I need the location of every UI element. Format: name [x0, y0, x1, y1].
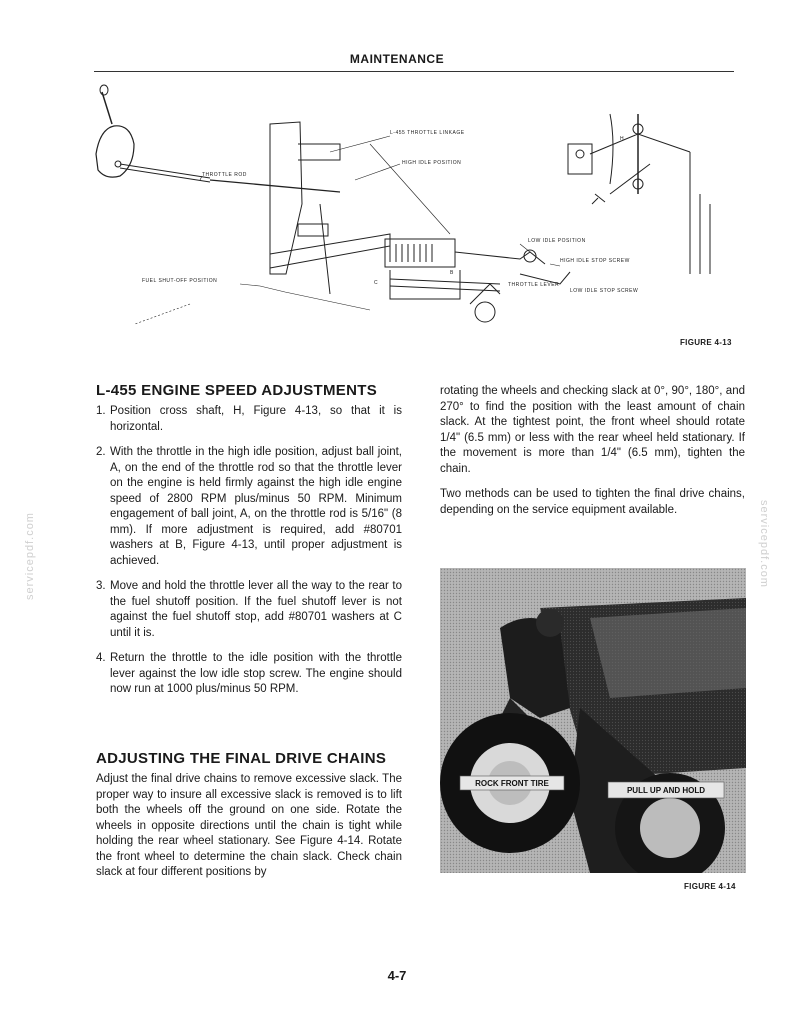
- step-item: [96, 579, 402, 641]
- callout-h: H: [620, 136, 625, 142]
- label-high-idle-stop-screw: HIGH IDLE STOP SCREW: [560, 258, 630, 264]
- step-text: With the throttle in the high idle position, adjust ball joint, A, on the end of the throttle rod so that the throttle lever on the engine is held firmly against the high idle engine speed of 2800 RPM plus/minus 50 RPM. Minimum engagement of ball joint, A, on the throttle rod is 5/16" (8 mm). If more adjustment is required, add #80701 washers at B, Figure 4-13, until proper adjustment is achieved.: [110, 446, 402, 567]
- label-fuel-shutoff-position: FUEL SHUT-OFF POSITION: [142, 278, 218, 284]
- callout-c: C: [374, 280, 379, 286]
- step-number: 2.: [96, 446, 106, 458]
- right-paragraph-1: rotating the wheels and checking slack at 0°, 90°, 180°, and 270° to find the position with the least amount of chain slack. At the tightest point, the front wheel should rotate 1/4" (6.5 mm) or less with the rear wheel held stationary. If the movement is more than 1/4" (6.5 mm), tighten the chain.: [440, 385, 745, 475]
- callout-b: B: [450, 270, 454, 276]
- final-drive-column: [96, 772, 402, 891]
- label-high-idle-position: HIGH IDLE POSITION: [402, 160, 462, 166]
- step-text: Move and hold the throttle lever all the way to the rear to the fuel shutoff position. If the fuel shutoff lever is not against the fuel shutoff stop, add #80701 washers at C until it is.: [110, 580, 402, 639]
- figure-4-14-caption: FIGURE 4-14: [684, 882, 736, 891]
- section-heading-engine-speed: L-455 ENGINE SPEED ADJUSTMENTS: [96, 382, 377, 399]
- page-number: 4-7: [387, 968, 407, 983]
- step-text: Return the throttle to the idle position with the throttle lever against the low idle stop screw. The engine should now run at 1000 plus/minus 50 RPM.: [110, 652, 402, 695]
- step-item: [96, 404, 402, 435]
- watermark-left: servicepdf.com: [24, 512, 36, 600]
- right-column-text: [440, 384, 745, 528]
- step-item: [96, 445, 402, 569]
- photo-label-rock-front-tire: ROCK FRONT TIRE: [475, 779, 549, 788]
- step-number: 1.: [96, 405, 106, 417]
- label-throttle-lever: THROTTLE LEVER: [508, 282, 560, 288]
- right-paragraph-2: Two methods can be used to tighten the final drive chains, depending on the service equipment available.: [440, 488, 745, 516]
- section-heading-final-drive: ADJUSTING THE FINAL DRIVE CHAINS: [96, 750, 387, 767]
- figure-4-14-photo: [440, 568, 746, 873]
- label-low-idle-position: LOW IDLE POSITION: [528, 238, 586, 244]
- page-header-title: MAINTENANCE: [349, 52, 445, 66]
- label-throttle-rod: THROTTLE ROD: [202, 172, 247, 178]
- step-text: Position cross shaft, H, Figure 4-13, so that it is horizontal.: [110, 405, 402, 433]
- step-number: 4.: [96, 652, 106, 664]
- watermark-right: servicepdf.com: [758, 500, 770, 588]
- engine-speed-steps: [96, 404, 402, 708]
- label-low-idle-stop-screw: LOW IDLE STOP SCREW: [570, 288, 639, 294]
- step-item: [96, 651, 402, 698]
- figure-4-13-caption: FIGURE 4-13: [680, 338, 732, 347]
- label-linkage: L-455 THROTTLE LINKAGE: [390, 130, 465, 136]
- step-number: 3.: [96, 580, 106, 592]
- header-divider: [94, 71, 734, 72]
- final-drive-paragraph: Adjust the final drive chains to remove excessive slack. The proper way to insure all excessive slack is removed is to lift both the wheels off the ground on one side. Rotate the wheels in opposite directions until the chain is tight while holding the rear wheel stationary. See Figure 4-14. Rotate the front wheel to determine the chain slack. Check chain slack at four different positions by: [96, 773, 402, 878]
- figure-4-13-drawing: [90, 84, 740, 334]
- photo-label-pull-up-and-hold: PULL UP AND HOLD: [626, 786, 706, 795]
